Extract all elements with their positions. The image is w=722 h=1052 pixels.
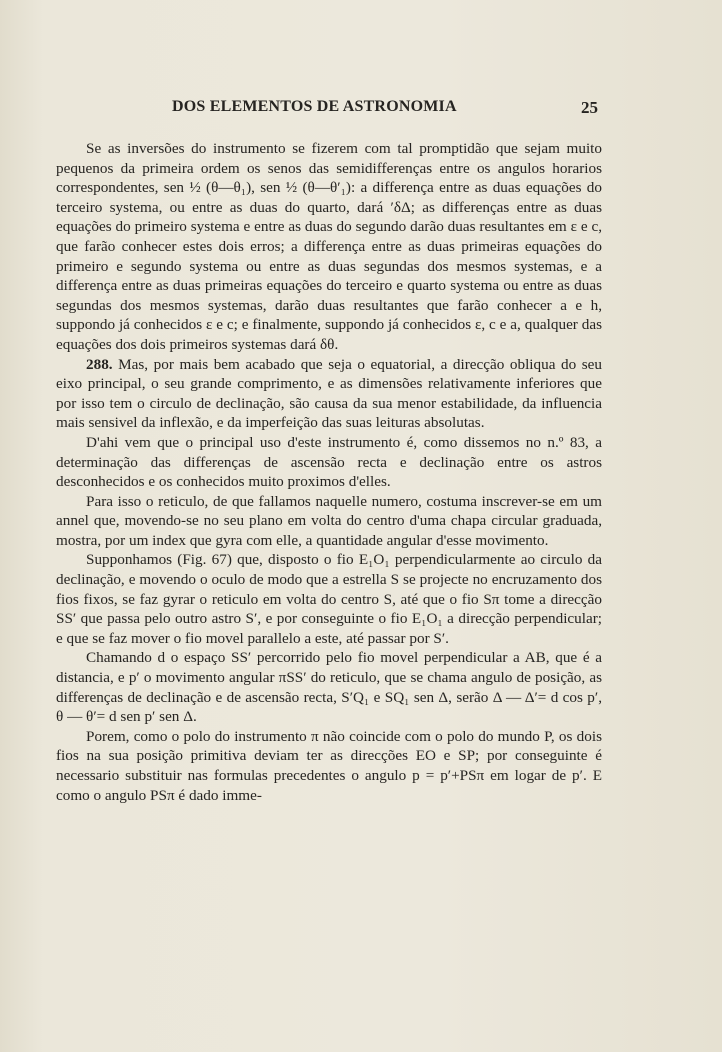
page-number: 25	[581, 98, 598, 117]
body-text	[56, 139, 602, 805]
paragraph	[56, 355, 602, 433]
paragraph-text: Para isso o reticulo, de que fallamos naquelle numero, costuma inscrever-se em um annel que, movendo-se no seu plano em volta do centro d'uma chapa circular graduada, mostra, por um index que gyra com elle, a quantidade angular d'esse movimento.	[56, 492, 602, 549]
paragraph-text: Supponhamos (Fig. 67) que, disposto o fio E₁O₁ perpendicularmente ao circulo da declinação, e movendo o oculo de modo que a estrella S se projecte no encruzamento dos fios fixos, se faz gyrar o reticulo em volta do centro S, até que o fio Sπ tome a direcção SS′ que passa pelo outro astro S′, e por conseguinte o fio E₁O₁ a direcção perpendicular; e que se faz mover o fio movel parallelo a este, até passar por S′.	[56, 551, 602, 647]
paragraph	[56, 727, 602, 805]
running-title: DOS ELEMENTOS DE ASTRONOMIA	[172, 98, 457, 115]
paragraph-text: Porem, como o polo do instrumento π não coincide com o polo do mundo P, os dois fios na sua posição primitiva deviam ter as direcções EO e SP; por conseguinte é necessario substituir nas formulas precedentes o angulo p = p′+PSπ em logar de p′. E como o angulo PSπ é dado imme-	[56, 727, 602, 804]
page-header	[86, 98, 598, 120]
paragraph	[56, 139, 602, 355]
paragraph	[56, 492, 602, 551]
section-number: 288.	[86, 355, 113, 373]
paragraph-text: Se as inversões do instrumento se fizerem com tal promptidão que sejam muito pequenos da primeira ordem os senos das semidifferenças entre os angulos horarios correspondentes, sen ½ (θ—θ₁), sen ½ (θ—θ′₁): a differença entre as duas equações do terceiro systema, ou entre as duas do quarto, dará ′δΔ; as differenças entre as duas equações do primeiro systema e entre as duas do segundo darão duas resultantes em ε e c, que farão conhecer estes dois erros; a differença entre as duas primeiras equações do primeiro e segundo systema ou entre as duas segundas dos mesmos systemas, e a differença entre as duas primeiras equações do terceiro e quarto systema ou entre as duas segundas dos mesmos systemas, darão duas resultantes que farão conhecer a e h, suppondo já conhecidos ε e c; e finalmente, suppondo já conhecidos ε, c e a, qualquer das equações dos dois primeiros systemas dará δθ.	[56, 140, 602, 353]
paragraph	[56, 550, 602, 648]
paragraph-text: Chamando d o espaço SS′ percorrido pelo fio movel perpendicular a AB, que é a distancia, e p′ o movimento angular πSS′ do reticulo, que se chama angulo de posição, as differenças de declinação e de ascensão recta, S′Q₁ e SQ₁ sen Δ, serão Δ — Δ′= d cos p′, θ — θ′= d sen p′ sen Δ.	[56, 649, 602, 726]
paragraph-text: Mas, por mais bem acabado que seja o equatorial, a direcção obliqua do seu eixo principal, o seu grande comprimento, e as dimensões relativamente inferiores que por isso tem o circulo de declinação, são causa da sua menor estabilidade, da influencia mais sensivel da inflexão, e da imperfeição das suas leituras absolutas.	[56, 355, 602, 432]
paragraph	[56, 433, 602, 492]
paragraph	[56, 648, 602, 726]
paragraph-text: D'ahi vem que o principal uso d'este instrumento é, como dissemos no n.º 83, a determinação das differenças de ascensão recta e declinação entre os astros desconhecidos e os conhecidos muito proximos d'elles.	[56, 433, 602, 491]
